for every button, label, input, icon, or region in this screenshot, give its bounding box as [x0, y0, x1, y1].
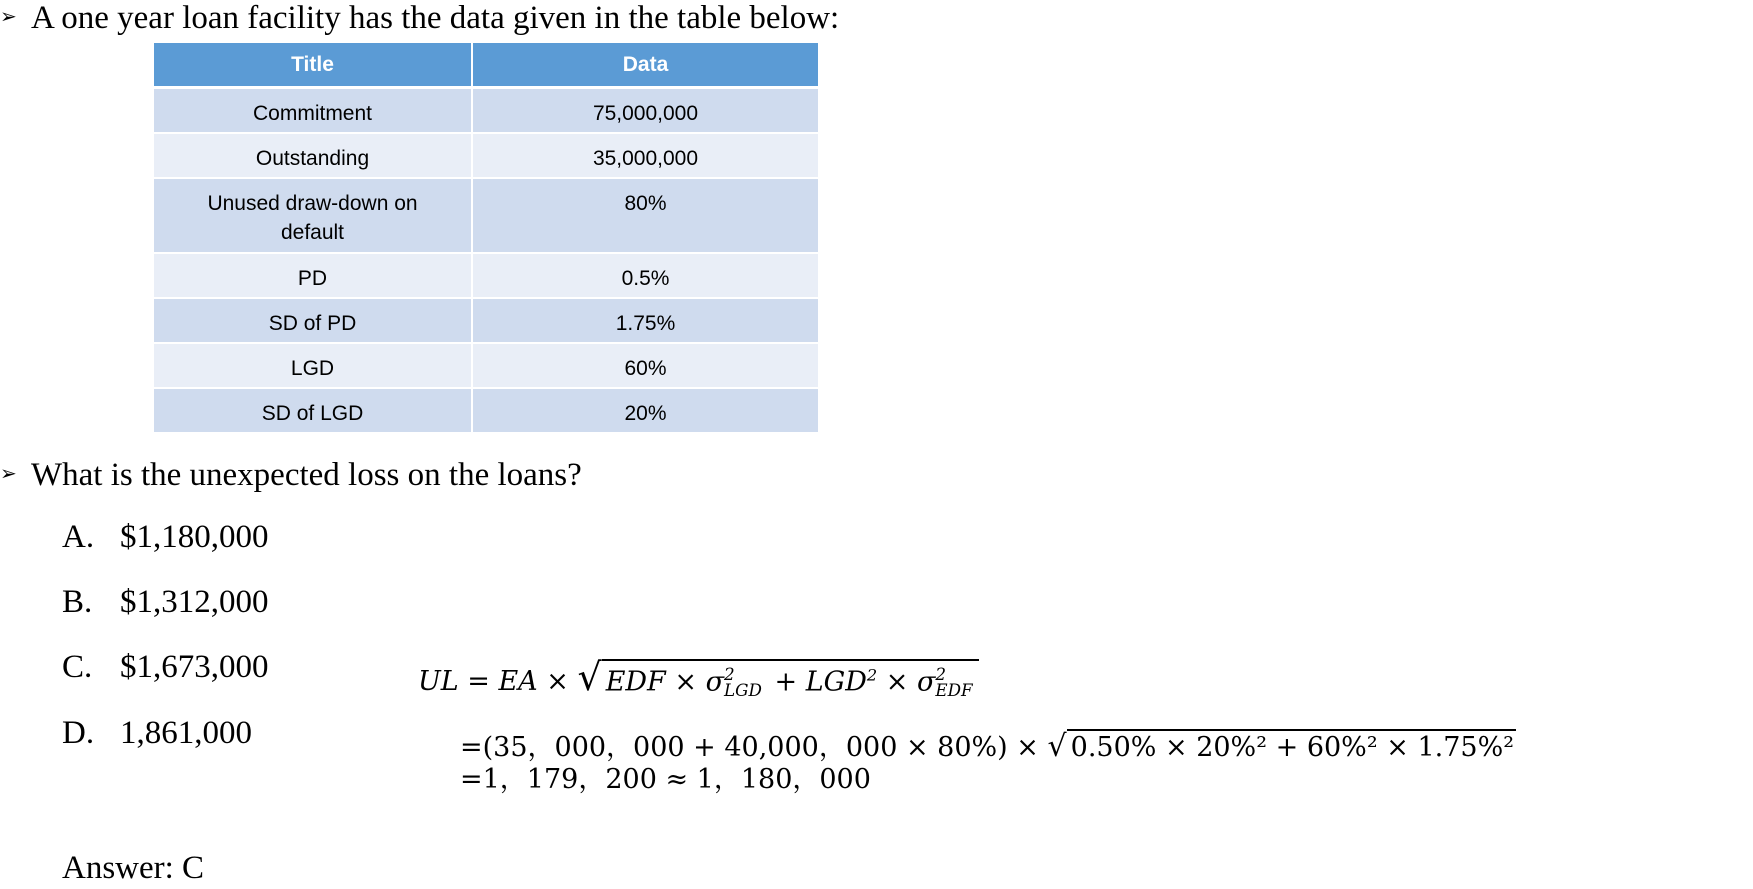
- bullet-arrow-icon: ➢: [0, 4, 17, 28]
- header-data: Data: [472, 43, 818, 88]
- bullet-arrow-icon: ➢: [0, 461, 17, 485]
- table-row: [154, 253, 818, 298]
- row-data: 0.5%: [472, 253, 818, 298]
- table-row: [154, 88, 818, 133]
- header-title: Title: [154, 43, 472, 88]
- option-text: 1,861,000: [120, 715, 252, 751]
- option-letter: A.: [62, 519, 95, 555]
- formula-line2-radicand: 0.50% × 20%² + 60%² × 1.75%²: [1067, 729, 1516, 761]
- formula-radicand: [602, 659, 979, 699]
- row-title: Commitment: [154, 88, 472, 133]
- sigma-edf-sup: 2: [935, 663, 947, 684]
- row-title: LGD: [154, 343, 472, 388]
- answer-text: Answer: C: [62, 850, 205, 886]
- option-letter: B.: [62, 584, 93, 620]
- option-d: [62, 717, 252, 750]
- table-row: [154, 343, 818, 388]
- row-data: 1.75%: [472, 298, 818, 343]
- formula-term1: EDF × σ: [605, 666, 725, 697]
- formula-plus-lgd: + LGD: [774, 666, 867, 697]
- sigma-scripts: [935, 663, 973, 700]
- formula-line-3: =1，179，200 ≈ 1，180，000: [460, 764, 871, 795]
- row-data: 80%: [472, 178, 818, 253]
- option-text: $1,673,000: [120, 649, 269, 685]
- row-title: SD of LGD: [154, 388, 472, 433]
- table-row: [154, 388, 818, 433]
- row-title: Outstanding: [154, 133, 472, 178]
- formula-line-2: =(35，000，000 + 40,000，000 × 80%) × √ 0.50% × 20%² + 60%² × 1.75%²: [460, 729, 1515, 764]
- row-title: PD: [154, 253, 472, 298]
- sigma-lgd-sub: LGD: [724, 679, 762, 700]
- intro-text: A one year loan facility has the data given in the table below:: [31, 0, 840, 36]
- option-letter: D.: [62, 715, 95, 751]
- row-data: 35,000,000: [472, 133, 818, 178]
- row-title: SD of PD: [154, 298, 472, 343]
- formula-line2-prefix: =(35，000，000 + 40,000，000 × 80%) ×: [460, 732, 1039, 763]
- table-header-row: [154, 43, 818, 88]
- formula-times-sigma: × σ: [885, 666, 936, 697]
- option-a: [62, 521, 269, 554]
- table-row: [154, 298, 818, 343]
- row-data: 20%: [472, 388, 818, 433]
- row-data: 75,000,000: [472, 88, 818, 133]
- question-text: What is the unexpected loss on the loans?: [31, 457, 582, 493]
- table-row: [154, 178, 818, 253]
- option-c: [62, 651, 269, 684]
- formula-lhs: UL = EA ×: [418, 666, 569, 697]
- option-b: [62, 586, 269, 619]
- option-letter: C.: [62, 649, 93, 685]
- loan-data-table: [154, 43, 818, 434]
- sigma-lgd-sup: 2: [724, 663, 735, 684]
- option-text: $1,180,000: [120, 519, 269, 555]
- formula-ul-definition: [418, 655, 979, 700]
- table-row: [154, 133, 818, 178]
- sigma-scripts: [724, 663, 762, 700]
- option-text: $1,312,000: [120, 584, 269, 620]
- row-data: 60%: [472, 343, 818, 388]
- lgd-square: 2: [866, 665, 878, 684]
- row-title: Unused draw-down on default: [154, 178, 472, 253]
- sqrt-symbol: √ EDF × σ 2 LGD + $LGD^2 \times \sigma$ 2 EDF: [577, 658, 978, 698]
- sigma-edf-sub: EDF: [935, 679, 973, 700]
